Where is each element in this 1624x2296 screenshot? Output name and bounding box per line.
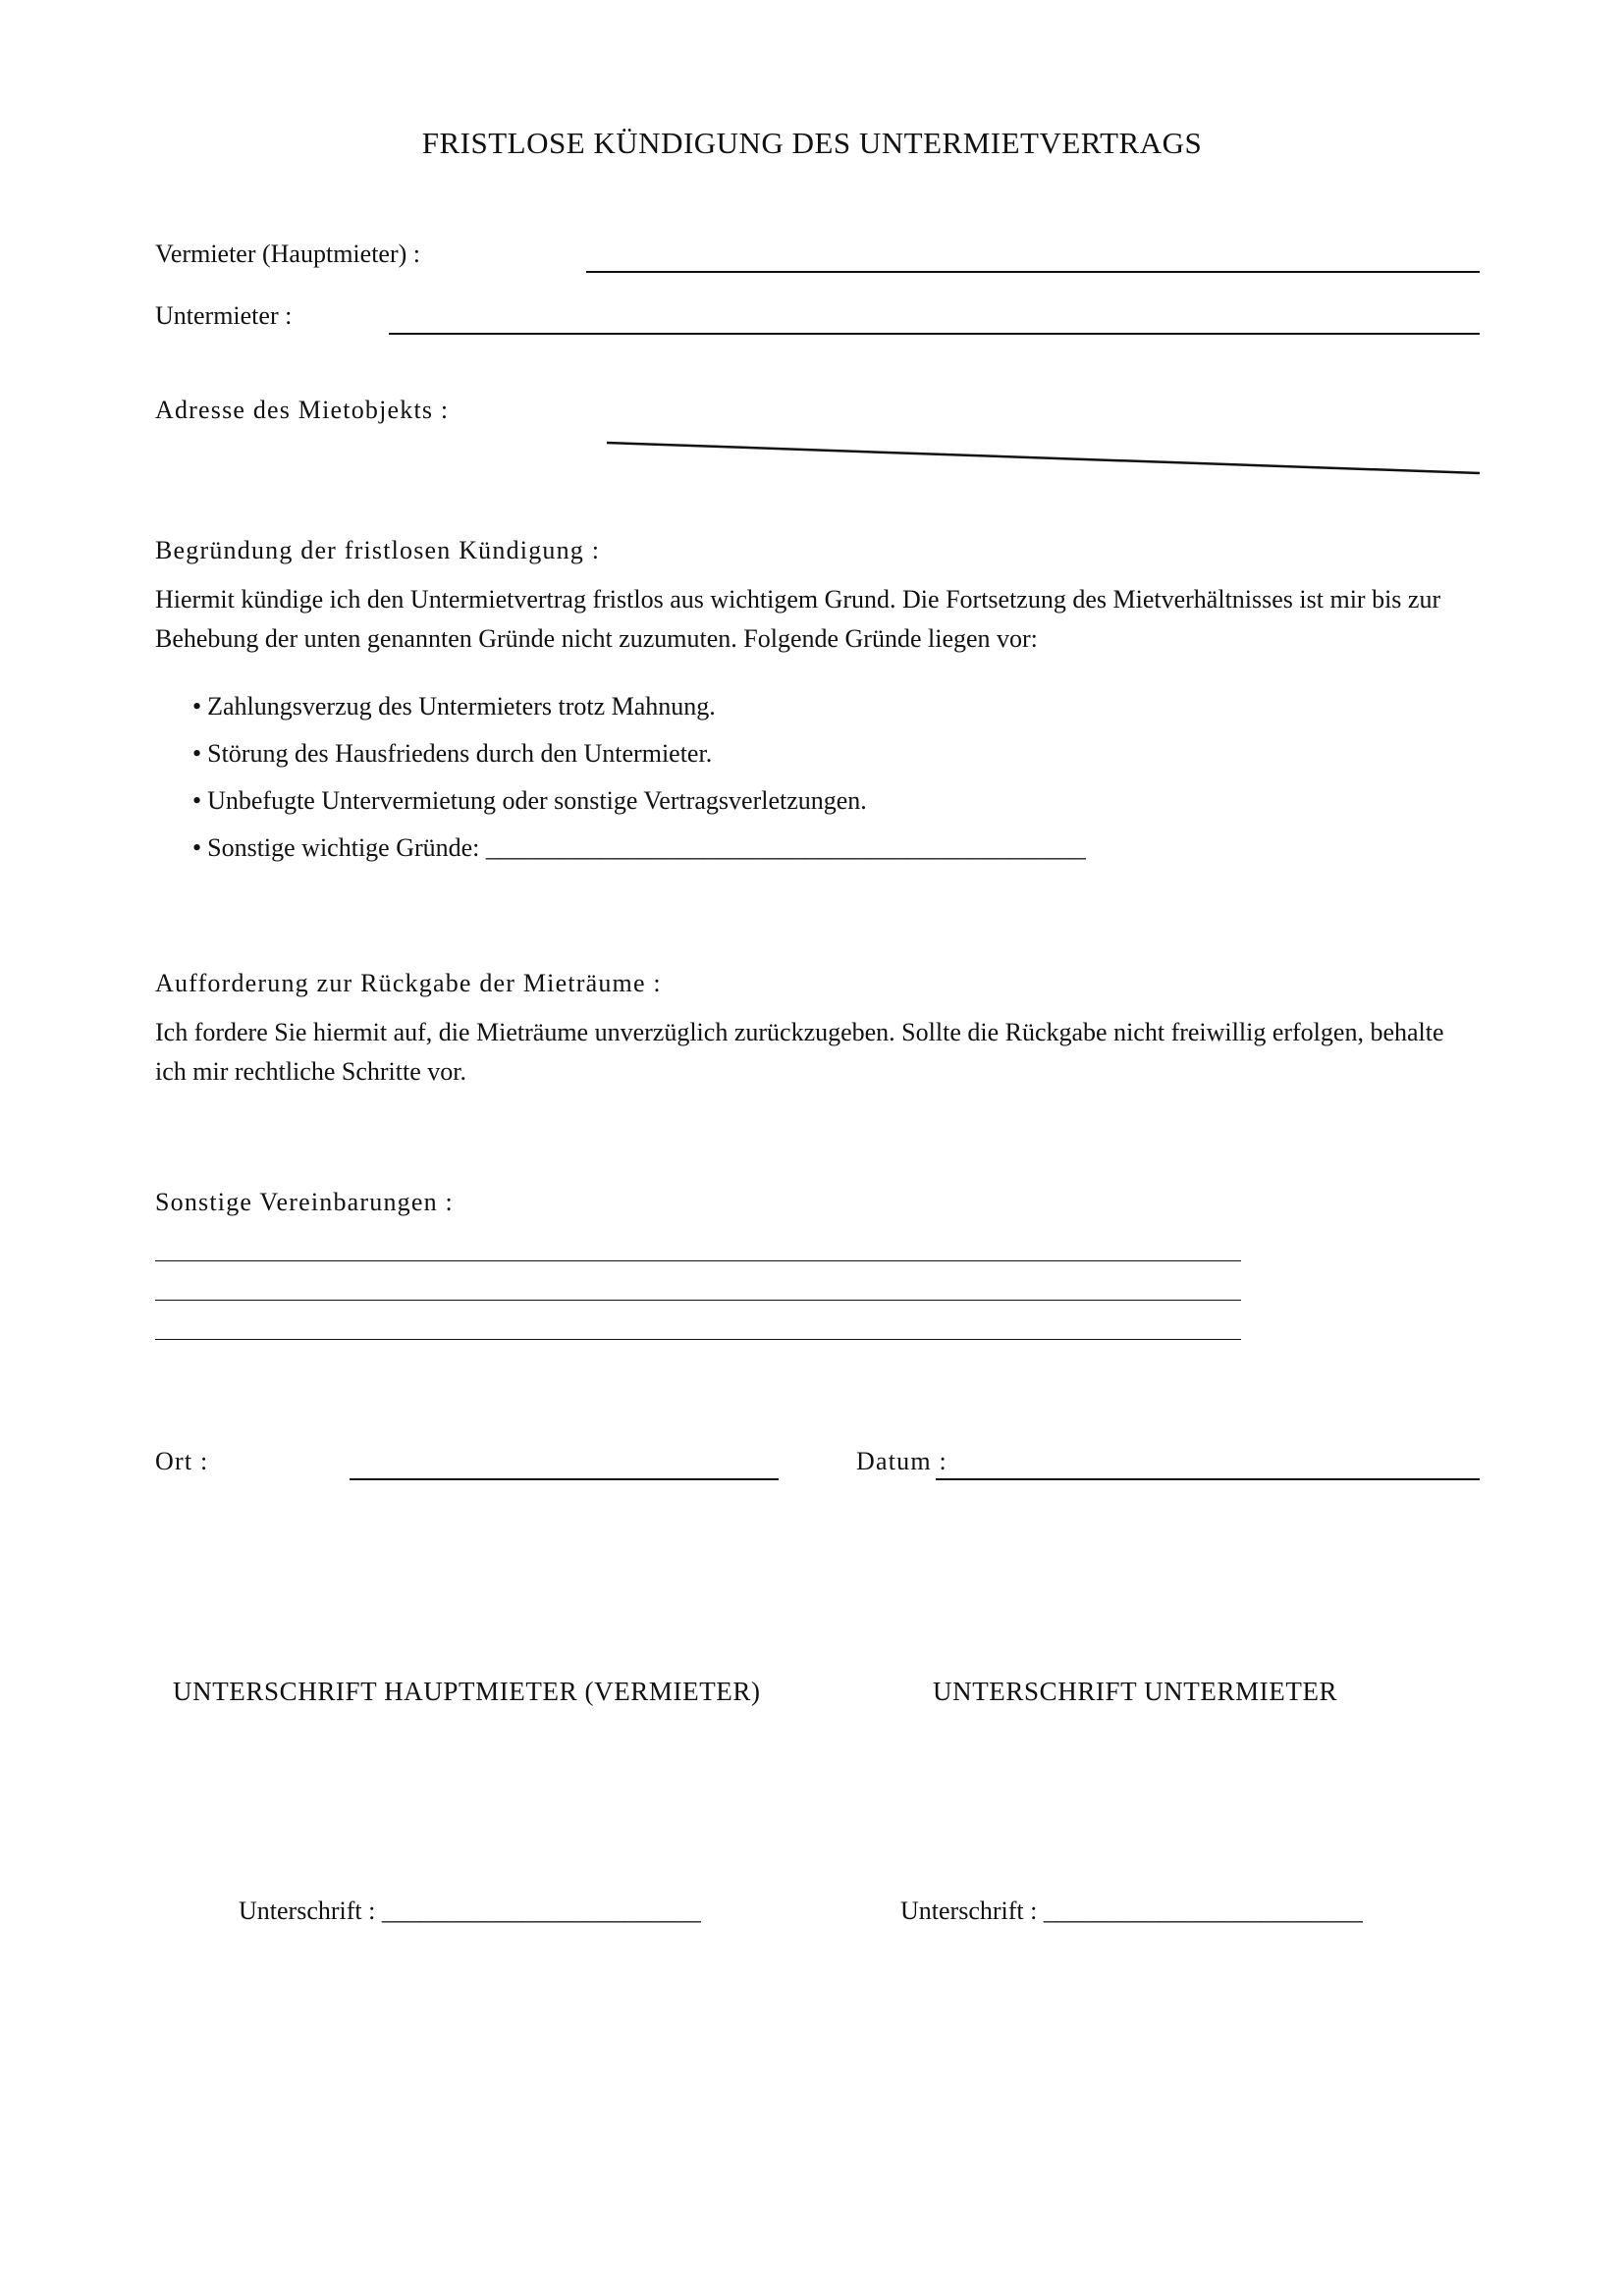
other-agreements-line-2[interactable] <box>155 1300 1241 1301</box>
reasons-list <box>192 687 1086 876</box>
date-label: Datum : <box>856 1447 947 1475</box>
bullet-icon: • <box>192 833 202 862</box>
landlord-signature-field[interactable]: Unterschrift : _________________________ <box>239 1896 701 1925</box>
landlord-label: Vermieter (Hauptmieter) : <box>155 240 420 268</box>
other-agreements-heading: Sonstige Vereinbarungen : <box>155 1188 454 1216</box>
subtenant-signature-field[interactable]: Unterschrift : _________________________ <box>900 1896 1363 1925</box>
place-label: Ort : <box>155 1447 209 1475</box>
reason-text: Sonstige wichtige Gründe: _______________________________________________ <box>207 833 1086 862</box>
other-agreements-line-1[interactable] <box>155 1260 1241 1261</box>
landlord-name-field[interactable] <box>586 271 1480 273</box>
subtenant-signature-heading: UNTERSCHRIFT UNTERMIETER <box>933 1677 1338 1706</box>
bullet-icon: • <box>192 692 202 721</box>
date-field[interactable] <box>936 1478 1480 1480</box>
reasons-intro: Hiermit kündige ich den Untermietvertrag fristlos aus wichtigem Grund. Die Fortsetzung des Mietverhältnisses ist mir bis zur Behebung der unten genannten Gründe nicht zuzumuten. Folgende Gründe liegen vor: <box>155 585 1441 653</box>
property-address-label: Adresse des Mietobjekts : <box>155 396 450 424</box>
list-item[interactable] <box>192 781 1086 828</box>
reason-text: Störung des Hausfriedens durch den Untermieter. <box>207 739 713 768</box>
subtenant-label: Untermieter : <box>155 301 293 330</box>
list-item[interactable] <box>192 734 1086 781</box>
property-address-field[interactable] <box>589 432 1492 481</box>
list-item[interactable] <box>192 828 1086 876</box>
reason-text: Zahlungsverzug des Untermieters trotz Mahnung. <box>207 692 716 721</box>
other-agreements-line-3[interactable] <box>155 1339 1241 1340</box>
place-field[interactable] <box>350 1478 779 1480</box>
reasons-heading: Begründung der fristlosen Kündigung : <box>155 536 601 564</box>
reason-text: Unbefugte Untervermietung oder sonstige Vertragsverletzungen. <box>207 786 867 815</box>
document-title: FRISTLOSE KÜNDIGUNG DES UNTERMIETVERTRAGS <box>421 126 1203 160</box>
landlord-signature-heading: UNTERSCHRIFT HAUPTMIETER (VERMIETER) <box>173 1677 761 1706</box>
bullet-icon: • <box>192 786 202 815</box>
subtenant-name-field[interactable] <box>389 333 1480 335</box>
bullet-icon: • <box>192 739 202 768</box>
return-request-text: Ich fordere Sie hiermit auf, die Mieträume unverzüglich zurückzugeben. Sollte die Rückgabe nicht freiwillig erfolgen, behalte ich mir rechtliche Schritte vor. <box>155 1018 1444 1086</box>
return-request-heading: Aufforderung zur Rückgabe der Mieträume : <box>155 969 662 997</box>
list-item[interactable] <box>192 687 1086 734</box>
